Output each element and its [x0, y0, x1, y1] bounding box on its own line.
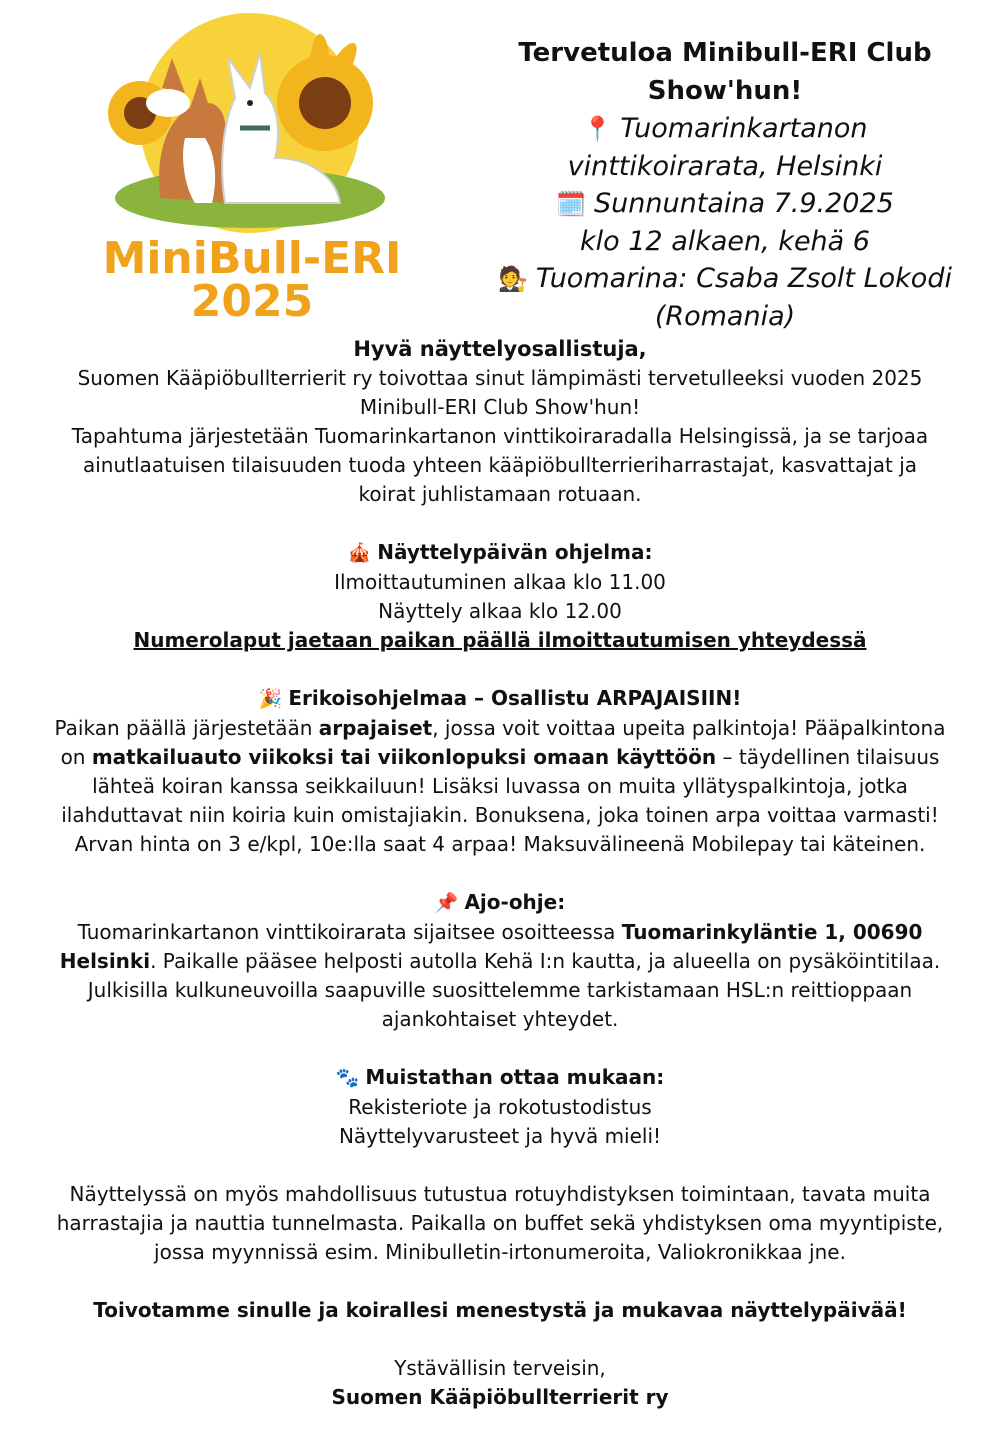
- extra-line: harrastajia ja nauttia tunnelmasta. Paikalla on buffet sekä yhdistyksen oma myyntipiste,: [56, 1211, 944, 1235]
- event-date-line1: [490, 185, 960, 223]
- extra-line: Näyttelyssä on myös mahdollisuus tutustua rotuyhdistyksen toimintaan, tavata muita: [69, 1182, 931, 1206]
- lottery-line: ilahduttavat niin koiria kuin omistajiakin. Bonuksena, joka toinen arpa voittaa varmasti!: [61, 803, 939, 827]
- directions-line: [40, 947, 960, 976]
- lottery-line: [40, 714, 960, 743]
- spacer: [40, 1267, 960, 1296]
- event-time-line: klo 12 alkaen, kehä 6: [580, 226, 870, 257]
- intro-line: Tapahtuma järjestetään Tuomarinkartanon vinttikoiraradalla Helsingissä, ja se tarjoaa: [71, 424, 929, 448]
- event-title-line2: Show'hun!: [647, 76, 803, 106]
- program-heading-text: Näyttelypäivän ohjelma:: [377, 540, 653, 564]
- judge-icon: 🧑‍⚖️: [498, 265, 528, 293]
- closing-regards: Ystävällisin terveisin,: [394, 1356, 606, 1380]
- lottery-text: – täydellinen tilaisuus: [716, 745, 940, 769]
- event-judge-text: Tuomarina: Csaba Zsolt Lokodi: [535, 263, 952, 294]
- event-title-line1: Tervetuloa Minibull-ERI Club: [518, 38, 932, 68]
- spacer: [40, 509, 960, 538]
- logo-text-line2: 2025: [190, 276, 314, 327]
- event-location-line1: [490, 110, 960, 148]
- closing-wish: Toivotamme sinulle ja koirallesi menestystä ja mukavaa näyttelypäivää!: [93, 1298, 907, 1322]
- program-line: Ilmoittautuminen alkaa klo 11.00: [334, 570, 666, 594]
- event-judge-line2: (Romania): [654, 301, 796, 332]
- lottery-text: Paikan päällä järjestetään: [54, 716, 319, 740]
- program-line: Näyttely alkaa klo 12.00: [378, 599, 622, 623]
- event-title: [490, 34, 960, 110]
- extra-line: jossa myynnissä esim. Minibulletin-irtonumeroita, Valiokronikkaa jne.: [154, 1240, 846, 1264]
- event-location-text: Tuomarinkartanon: [620, 113, 868, 144]
- logo-text-line1: MiniBull-ERI: [102, 233, 402, 284]
- spacer: [40, 859, 960, 888]
- lottery-heading: [40, 684, 960, 714]
- intro-line: koirat juhlistamaan rotuaan.: [358, 482, 642, 506]
- program-heading: [40, 538, 960, 568]
- intro-line: Minibull-ERI Club Show'hun!: [359, 395, 641, 419]
- directions-city: Helsinki: [59, 949, 151, 973]
- directions-line: [40, 918, 960, 947]
- lottery-line: Arvan hinta on 3 e/kpl, 10e:lla saat 4 arpaa! Maksuvälineenä Mobilepay tai käteinen.: [74, 832, 926, 856]
- spacer: [40, 655, 960, 684]
- spacer: [40, 1034, 960, 1063]
- signature: Suomen Kääpiöbullterrierit ry: [331, 1385, 669, 1409]
- remember-heading-text: Muistathan ottaa mukaan:: [365, 1065, 665, 1089]
- letter-body: [40, 335, 960, 1412]
- event-header: [490, 34, 960, 335]
- party-popper-icon: 🎉: [258, 688, 283, 710]
- pushpin-icon: 📌: [434, 892, 459, 914]
- minibull-eri-logo: [100, 8, 410, 328]
- directions-heading-text: Ajo-ohje:: [464, 890, 566, 914]
- directions-line: Julkisilla kulkuneuvoilla saapuville suosittelemme tarkistamaan HSL:n reittioppaan: [87, 978, 913, 1002]
- event-judge-line1: [490, 260, 960, 298]
- event-location-line2: vinttikoirarata, Helsinki: [567, 151, 883, 182]
- greeting: Hyvä näyttelyosallistuja,: [353, 337, 647, 361]
- directions-heading: [40, 888, 960, 918]
- intro-line: ainutlaatuisen tilaisuuden tuoda yhteen kääpiöbullterrieriharrastajat, kasvattajat ja: [82, 453, 918, 477]
- remember-line: Rekisteriote ja rokotustodistus: [348, 1095, 652, 1119]
- circus-tent-icon: 🎪: [347, 542, 372, 564]
- location-pin-icon: 📍: [582, 115, 613, 143]
- lottery-bold: arpajaiset: [318, 716, 433, 740]
- intro-line: Suomen Kääpiöbullterrierit ry toivottaa sinut lämpimästi tervetulleeksi vuoden 2025: [77, 366, 923, 390]
- directions-text: . Paikalle pääsee helposti autolla Kehä I:n kautta, ja alueella on pysäköintitilaa.: [150, 949, 941, 973]
- paw-prints-icon: 🐾: [335, 1067, 360, 1089]
- directions-line: ajankohtaiset yhteydet.: [381, 1007, 619, 1031]
- spacer: [40, 1151, 960, 1180]
- lottery-text: on: [60, 745, 92, 769]
- remember-heading: [40, 1063, 960, 1093]
- lottery-line: [40, 743, 960, 772]
- lottery-bold: matkailuauto viikoksi tai viikonlopuksi omaan käyttöön: [91, 745, 717, 769]
- calendar-icon: 🗓️: [556, 190, 587, 218]
- lottery-line: lähteä koiran kanssa seikkailuun! Lisäksi luvassa on muita yllätyspalkintoja, jotka: [92, 774, 908, 798]
- program-note: Numerolaput jaetaan paikan päällä ilmoittautumisen yhteydessä: [133, 628, 867, 652]
- event-date-text: Sunnuntaina 7.9.2025: [594, 188, 894, 219]
- lottery-text: , jossa voit voittaa upeita palkintoja! Pääpalkintona: [432, 716, 946, 740]
- remember-line: Näyttelyvarusteet ja hyvä mieli!: [338, 1124, 662, 1148]
- directions-text: Tuomarinkartanon vinttikoirarata sijaitsee osoitteessa: [77, 920, 622, 944]
- spacer: [40, 1325, 960, 1354]
- directions-address: Tuomarinkyläntie 1, 00690: [621, 920, 923, 944]
- lottery-heading-text: Erikoisohjelmaa – Osallistu ARPAJAISIIN!: [288, 686, 742, 710]
